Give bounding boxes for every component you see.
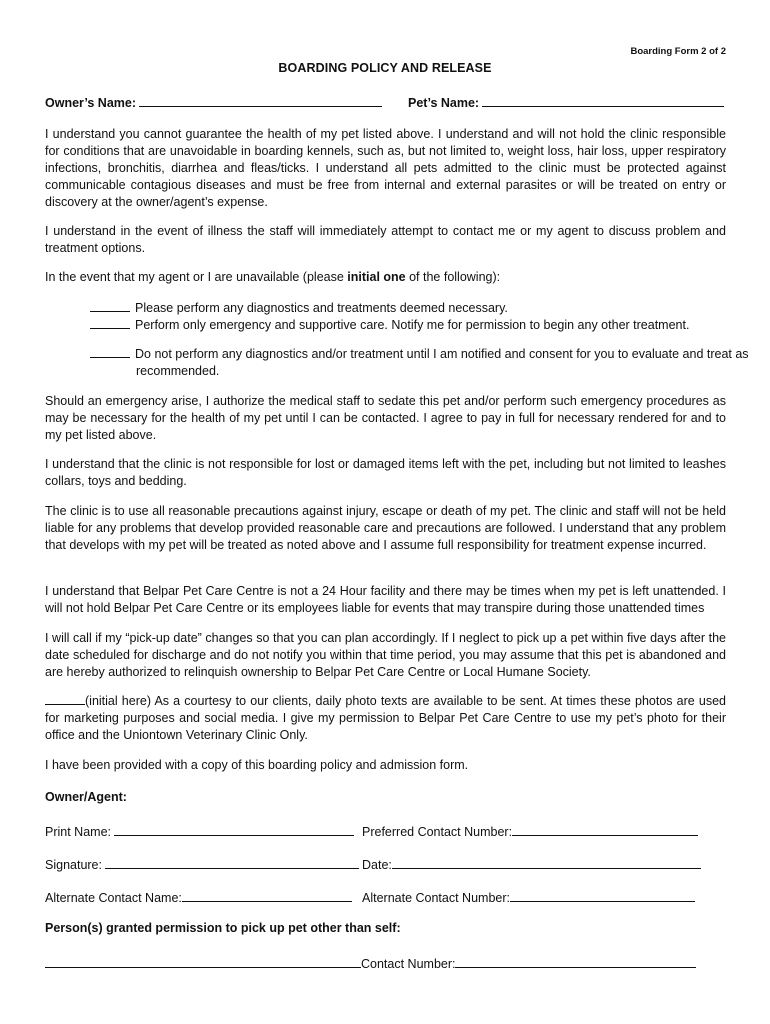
initial-blank[interactable] (90, 346, 130, 358)
health-paragraph: I understand you cannot guarantee the health of my pet listed above. I understand and will not hold the clinic responsible for conditions that are unavoidable in boarding kennels, such as, but not limited to, weight loss, hair loss, upper respiratory infections, bronchitis, diarrhea and fleas/ticks. I understand all pets admitted to the clinic must be protected against communicable contagious diseases and must be free from internal and external parasites or will be treated on entry or discovery at the owner/agent’s expense. (45, 127, 726, 209)
copy-paragraph: I have been provided with a copy of this boarding policy and admission form. (45, 758, 469, 772)
emergency-paragraph: Should an emergency arise, I authorize the medical staff to sedate this pet and/or perform such emergency procedures as may be necessary for the health of my pet until I can be contacted. I agree to pay in full for necessary rendered for and to my pet listed above. (45, 394, 726, 442)
precautions-paragraph: The clinic is to use all reasonable precautions against injury, escape or death of my pet. The clinic and staff will not be held liable for any problems that develop provided reasonable care and precautions are followed. I understand that any problem that develops with my pet will be treated as noted above and I assume full responsibility for treatment expense incurred. (45, 504, 726, 552)
print-name-field[interactable] (45, 823, 354, 839)
form-title: BOARDING POLICY AND RELEASE (278, 61, 492, 75)
illness-paragraph: I understand in the event of illness the staff will immediately attempt to contact me or my agent to discuss problem and treatment options. (45, 224, 726, 255)
signature-line[interactable] (105, 856, 359, 869)
signature-label: Signature: (45, 858, 102, 872)
pickup-permission-heading: Person(s) granted permission to pick up pet other than self: (45, 921, 401, 935)
option-text: Perform only emergency and supportive care. Notify me for permission to begin any other treatment. (135, 318, 690, 332)
not-24h-paragraph: I understand that Belpar Pet Care Centre is not a 24 Hour facility and there may be times when my pet is left unattended. I will not hold Belpar Pet Care Centre or its employees liable for events that may transpire during those unattended times (45, 584, 726, 615)
option-diagnostics[interactable] (90, 300, 726, 317)
form-number: Boarding Form 2 of 2 (630, 46, 726, 57)
owner-name-field[interactable] (45, 94, 382, 110)
photo-text: (initial here) As a courtesy to our clients, daily photo texts are available to be sent. At times these photos are used for marketing purposes and social media. I give my permission to Belpar Pet Care Centre to use my pet’s photo for their office and the Uniontown Veterinary Clinic Only. (45, 694, 726, 742)
option-emergency-only[interactable] (90, 317, 726, 334)
initial-blank[interactable] (90, 300, 130, 312)
unavailable-suffix: of the following): (405, 270, 501, 284)
unavailable-prefix: In the event that my agent or I are unavailable (please (45, 270, 348, 284)
print-name-line[interactable] (114, 823, 354, 836)
alternate-number-line[interactable] (510, 889, 695, 902)
pickup-person-field[interactable] (45, 955, 696, 971)
alternate-number-label: Alternate Contact Number: (362, 891, 510, 905)
alternate-name-line[interactable] (182, 889, 352, 902)
pickup-paragraph: I will call if my “pick-up date” changes so that you can plan accordingly. If I neglect to pick up a pet within five days after the date scheduled for discharge and do not notify you within that time period, you may assume that this pet is abandoned and are hereby authorized to relinquish ownership to Belpar Pet Care Centre or Local Humane Society. (45, 631, 726, 679)
initial-blank[interactable] (90, 317, 130, 329)
option-text: Do not perform any diagnostics and/or treatment until I am notified and consent for you to evaluate and treat as recommended. (135, 347, 749, 378)
pet-name-label: Pet’s Name: (408, 96, 480, 110)
option-no-treatment[interactable] (90, 346, 770, 380)
option-text: Please perform any diagnostics and treatments deemed necessary. (135, 301, 508, 315)
alternate-name-label: Alternate Contact Name: (45, 891, 182, 905)
preferred-contact-line[interactable] (512, 823, 698, 836)
preferred-contact-label: Preferred Contact Number: (362, 825, 513, 839)
owner-agent-heading: Owner/Agent: (45, 790, 127, 804)
pet-name-line[interactable] (482, 94, 724, 107)
unavailable-bold: initial one (347, 270, 406, 284)
owner-name-label: Owner’s Name: (45, 96, 137, 110)
pet-name-field[interactable] (408, 94, 724, 110)
print-name-label: Print Name: (45, 825, 111, 839)
preferred-contact-field[interactable] (362, 823, 698, 839)
alternate-name-field[interactable] (45, 889, 352, 905)
photo-initial-blank[interactable] (45, 693, 85, 705)
alternate-number-field[interactable] (362, 889, 695, 905)
unavailable-paragraph (45, 269, 726, 286)
owner-name-line[interactable] (139, 94, 382, 107)
photo-paragraph (45, 693, 726, 744)
date-label: Date: (362, 858, 392, 872)
date-line[interactable] (392, 856, 701, 869)
signature-field[interactable] (45, 856, 359, 872)
lost-items-paragraph: I understand that the clinic is not responsible for lost or damaged items left with the pet, including but not limited to leashes collars, toys and bedding. (45, 457, 726, 488)
pickup-contact-label: Contact Number: (361, 957, 456, 971)
pickup-contact-line[interactable] (455, 955, 696, 968)
date-field[interactable] (362, 856, 701, 872)
pickup-person-line[interactable] (45, 955, 361, 968)
